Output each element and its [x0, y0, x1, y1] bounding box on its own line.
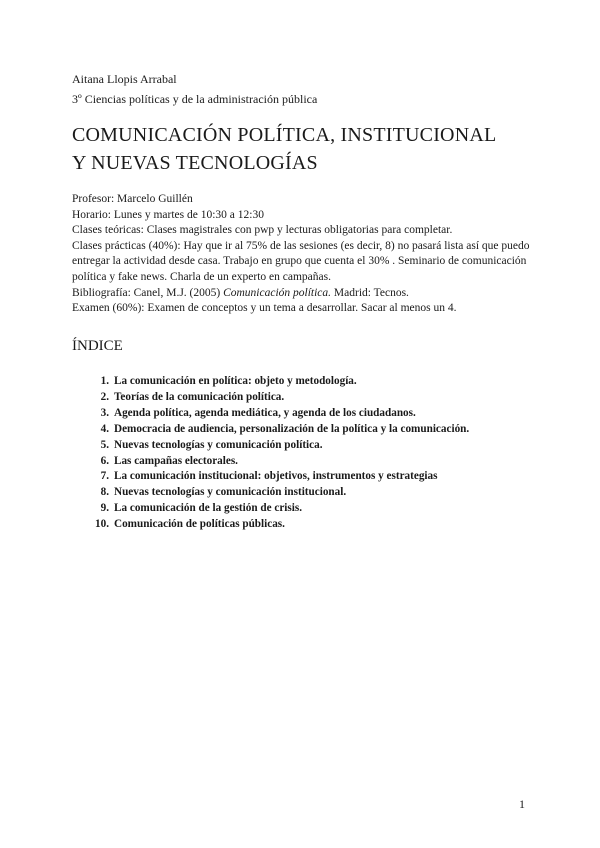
- list-item-text: La comunicación institucional: objetivos, instrumentos y estrategias: [114, 470, 438, 483]
- list-item-number: 3.: [100, 406, 109, 419]
- list-item: [86, 469, 469, 485]
- list-item-text: Agenda política, agenda mediática, y agenda de los ciudadanos.: [114, 406, 416, 419]
- list-item: [86, 517, 469, 533]
- bibliography-suffix: Madrid: Tecnos.: [331, 286, 409, 299]
- author-name: Aitana Llopis Arrabal: [72, 72, 177, 86]
- list-item-number: 9.: [100, 502, 109, 515]
- list-item-text: La comunicación en política: objeto y metodología.: [114, 375, 357, 387]
- list-item-number: 10.: [95, 518, 109, 531]
- list-item-text: Teorías de la comunicación política.: [114, 390, 285, 403]
- index-heading: ÍNDICE: [72, 338, 123, 354]
- list-item-text: Comunicación de políticas públicas.: [114, 518, 285, 531]
- list-item-text: Las campañas electorales.: [114, 454, 238, 467]
- schedule-line: Horario: Lunes y martes de 10:30 a 12:30: [72, 208, 264, 221]
- list-item-number: 6.: [100, 454, 109, 467]
- table-of-contents: [86, 374, 469, 533]
- list-item: [86, 454, 469, 470]
- list-item-text: La comunicación de la gestión de crisis.: [114, 502, 303, 515]
- list-item-text: Nuevas tecnologías y comunicación institucional.: [114, 486, 347, 499]
- list-item-number: 7.: [100, 470, 109, 483]
- exam-line: Examen (60%): Examen de conceptos y un tema a desarrollar. Sacar al menos un 4.: [72, 302, 457, 315]
- list-item-text: Democracia de audiencia, personalización de la política y la comunicación.: [114, 422, 470, 435]
- title-line-1: COMUNICACIÓN POLÍTICA, INSTITUCIONAL: [72, 124, 497, 146]
- professor-line: Profesor: Marcelo Guillén: [72, 193, 193, 205]
- course-info: [72, 192, 532, 317]
- practice-paragraph: Clases prácticas (40%): Hay que ir al 75% de las sesiones (es decir, 8) no pasará lista así que puedo entregar la actividad desde casa. Trabajo en grupo que cuenta el 30% . Seminario de comunicación política y fake news. Charla de un experto en campañas.: [72, 239, 530, 283]
- list-item: [86, 406, 469, 422]
- list-item: [86, 390, 469, 406]
- document-title: [72, 121, 542, 177]
- page-number: 1: [519, 797, 525, 811]
- list-item-text: Nuevas tecnologías y comunicación política.: [114, 438, 323, 451]
- list-item-number: 1.: [100, 375, 109, 387]
- list-item-number: 5.: [100, 438, 109, 451]
- list-item-number: 2.: [100, 390, 109, 403]
- list-item-number: 4.: [100, 422, 109, 435]
- theory-line: Clases teóricas: Clases magistrales con pwp y lecturas obligatorias para completar.: [72, 224, 453, 237]
- bibliography-book-title: Comunicación política.: [223, 286, 332, 299]
- list-item: [86, 374, 469, 390]
- title-line-2: Y NUEVAS TECNOLOGÍAS: [72, 152, 318, 174]
- bibliography-line: [72, 286, 532, 302]
- list-item-number: 8.: [100, 486, 109, 499]
- list-item: [86, 422, 469, 438]
- list-item: [86, 485, 469, 501]
- degree-line: 3º Ciencias políticas y de la administración pública: [72, 92, 318, 106]
- list-item: [86, 438, 469, 454]
- bibliography-prefix: Bibliografía: Canel, M.J. (2005): [72, 286, 224, 299]
- list-item: [86, 501, 469, 517]
